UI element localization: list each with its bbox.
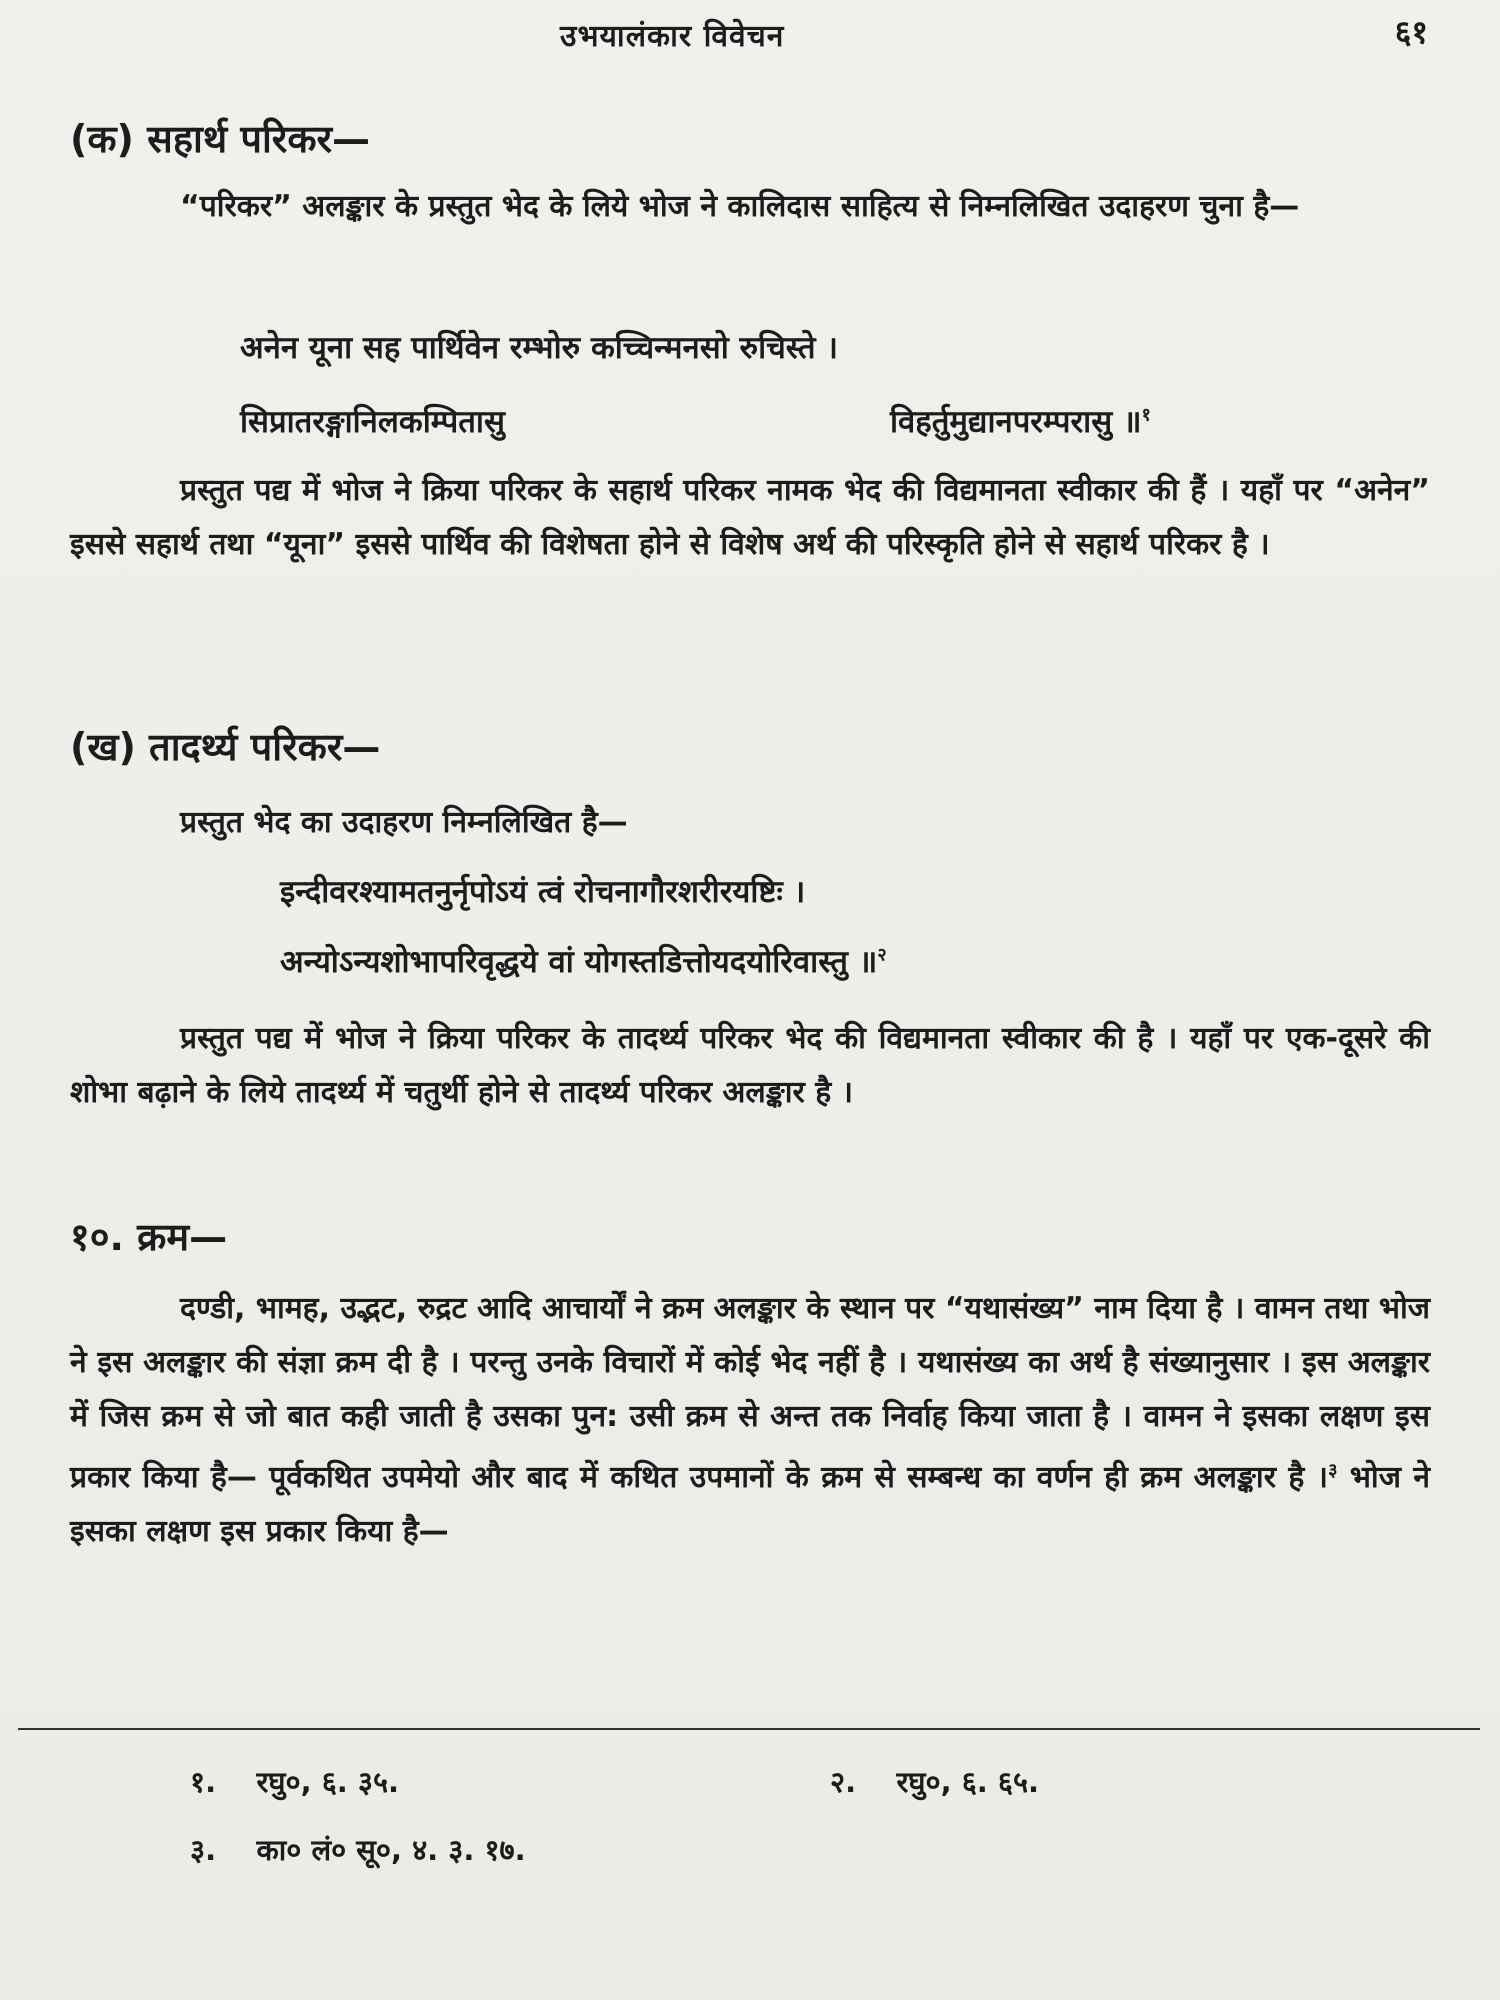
section-heading-tadarthya: (ख) तादर्थ्य परिकर—	[70, 725, 381, 769]
footnote-divider	[18, 1728, 1480, 1730]
section-heading-sahartha: (क) सहार्थ परिकर—	[70, 117, 371, 161]
sahartha-intro-paragraph: “परिकर” अलङ्कार के प्रस्तुत भेद के लिये भोज ने कालिदास साहित्य से निम्नलिखित उदाहरण चुना है—	[180, 189, 1300, 224]
footnote-number: २.	[830, 1765, 857, 1799]
footnote-text: रघु०, ६. ६५.	[896, 1765, 1040, 1799]
footnote-number: १.	[190, 1765, 217, 1799]
tadarthya-intro-paragraph: प्रस्तुत भेद का उदाहरण निम्नलिखित है—	[180, 805, 628, 840]
page-number: ६१	[1394, 13, 1428, 51]
footnote-ref: १	[1141, 404, 1151, 426]
footnote-3	[190, 1830, 526, 1869]
tadarthya-verse-line1: इन्दीवरश्यामतनुर्नृपोऽयं त्वं रोचनागौरशरीरयष्टिः ।	[280, 874, 806, 910]
verse-text: विहर्तुमुद्यानपरम्परासु ॥	[890, 404, 1142, 440]
krama-body-paragraph	[70, 1282, 1430, 1559]
sahartha-verse-line1: अनेन यूना सह पार्थिवेन रम्भोरु कच्चिन्मनसो रुचिस्ते ।	[240, 330, 839, 366]
sahartha-verse-line2-left: सिप्रातरङ्गानिलकम्पितासु	[240, 404, 505, 440]
footnote-ref: ३	[1328, 1460, 1338, 1481]
sahartha-verse-line2-right	[890, 400, 1151, 442]
footnote-text: रघु०, ६. ३५.	[256, 1765, 400, 1799]
sahartha-explanation-paragraph: प्रस्तुत पद्य में भोज ने क्रिया परिकर के सहार्थ परिकर नामक भेद की विद्यमानता स्वीकार की हैं । यहाँ पर “अनेन” इससे सहार्थ तथा “यूना” इससे पार्थिव की विशेषता होने से विशेष अर्थ की परिस्कृति होने से सहार्थ परिकर है ।	[70, 473, 1430, 562]
section-heading-krama: १०. क्रम—	[70, 1215, 228, 1259]
tadarthya-verse-line2	[280, 940, 887, 982]
footnote-ref: २	[877, 944, 887, 966]
krama-body-tail: भोज ने इसका लक्षण इस प्रकार किया है—	[70, 1460, 1430, 1549]
tadarthya-explanation-paragraph: प्रस्तुत पद्य में भोज ने क्रिया परिकर के तादर्थ्य परिकर भेद की विद्यमानता स्वीकार की है । यहाँ पर एक-दूसरे की शोभा बढ़ाने के लिये तादर्थ्य में चतुर्थी होने से तादर्थ्य परिकर अलङ्कार है ।	[70, 1021, 1430, 1110]
verse-text: अन्योऽन्यशोभापरिवृद्धये वां योगस्तडित्तोयदयोरिवास्तु ॥	[280, 944, 878, 980]
footnote-number: ३.	[190, 1833, 217, 1867]
footnote-text: का० लं० सू०, ४. ३. १७.	[256, 1833, 526, 1867]
footnote-2	[830, 1762, 1039, 1801]
krama-body-text: दण्डी, भामह, उद्भट, रुद्रट आदि आचार्यों ने क्रम अलङ्कार के स्थान पर “यथासंख्य” नाम दिया है । वामन तथा भोज ने इस अलङ्कार की संज्ञा क्रम दी है । परन्तु उनके विचारों में कोई भेद नहीं है । यथासंख्य का अर्थ है संख्यानुसार । इस अलङ्कार में जिस क्रम से जो बात कही जाती है उसका पुन: उसी क्रम से अन्त तक निर्वाह किया जाता है । वामन ने इसका लक्षण इस प्रकार किया है— पूर्वकथित उपमेयो और बाद में कथित उपमानों के क्रम से सम्बन्ध का वर्णन ही क्रम अलङ्कार है ।	[70, 1291, 1430, 1495]
footnote-1	[190, 1762, 399, 1801]
running-title: उभयालंकार विवेचन	[560, 19, 785, 54]
